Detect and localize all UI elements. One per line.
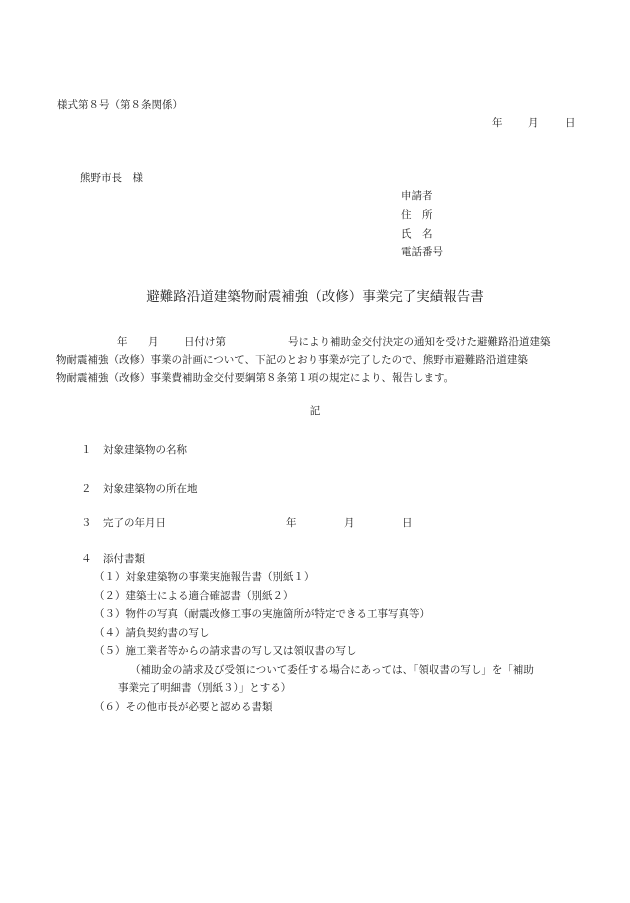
attachment-note-line-1: （補助金の請求及び受領について委任する場合にあっては、「領収書の写し」を「補助 — [130, 664, 534, 676]
body-dated-label: 日付け第 — [184, 336, 226, 348]
completion-day-label: 日 — [402, 517, 413, 529]
item-attachments-label: 添付書類 — [103, 553, 145, 565]
item-building-location-label: 対象建築物の所在地 — [103, 483, 198, 495]
attachment-item: （３）物件の写真（耐震改修工事の実施箇所が特定できる工事写真等） — [94, 608, 430, 620]
attachment-item: （１）対象建築物の事業実施報告書（別紙１） — [94, 571, 315, 583]
attachment-item: （４）請負契約書の写し — [94, 627, 210, 639]
item-completion-date-label: 完了の年月日 — [103, 517, 166, 529]
phone-label: 電話番号 — [401, 246, 443, 258]
attachment-note-line-2: 事業完了明細書（別紙３）」とする） — [118, 682, 292, 694]
address-label: 住 所 — [401, 209, 433, 221]
date-month-label: 月 — [528, 117, 539, 129]
date-year-label: 年 — [492, 117, 503, 129]
date-day-label: 日 — [565, 117, 576, 129]
attachment-item: （６）その他市長が必要と認める書類 — [94, 701, 273, 713]
form-number: 様式第８号（第８条関係） — [57, 99, 183, 111]
item-building-name-label: 対象建築物の名称 — [103, 444, 187, 456]
item-number: ４ — [81, 553, 92, 565]
item-number: １ — [81, 444, 92, 456]
name-label: 氏 名 — [401, 228, 433, 240]
applicant-label: 申請者 — [401, 190, 433, 202]
ki-heading: 記 — [309, 405, 321, 417]
body-line-1 — [56, 335, 576, 349]
attachment-item: （５）施工業者等からの請求書の写し又は領収書の写し — [94, 645, 357, 657]
body-line-2: 物耐震補強（改修）事業の計画について、下記のとおり事業が完了したので、熊野市避難路沿道建築 — [56, 354, 528, 366]
item-number: ２ — [81, 483, 92, 495]
completion-year-label: 年 — [286, 517, 297, 529]
body-line-3: 物耐震補強（改修）事業費補助金交付要綱第８条第１項の規定により、報告します。 — [56, 372, 455, 384]
body-line-1-rest: 号により補助金交付決定の通知を受けた避難路沿道建築 — [288, 336, 551, 348]
body-year-label: 年 — [117, 336, 128, 348]
body-month-label: 月 — [148, 336, 159, 348]
completion-month-label: 月 — [344, 517, 355, 529]
item-number: ３ — [81, 517, 92, 529]
document-title: 避難路沿道建築物耐震補強（改修）事業完了実績報告書 — [146, 289, 484, 305]
addressee: 熊野市長 様 — [80, 172, 143, 184]
attachment-item: （２）建築士による適合確認書（別紙２） — [94, 590, 294, 602]
